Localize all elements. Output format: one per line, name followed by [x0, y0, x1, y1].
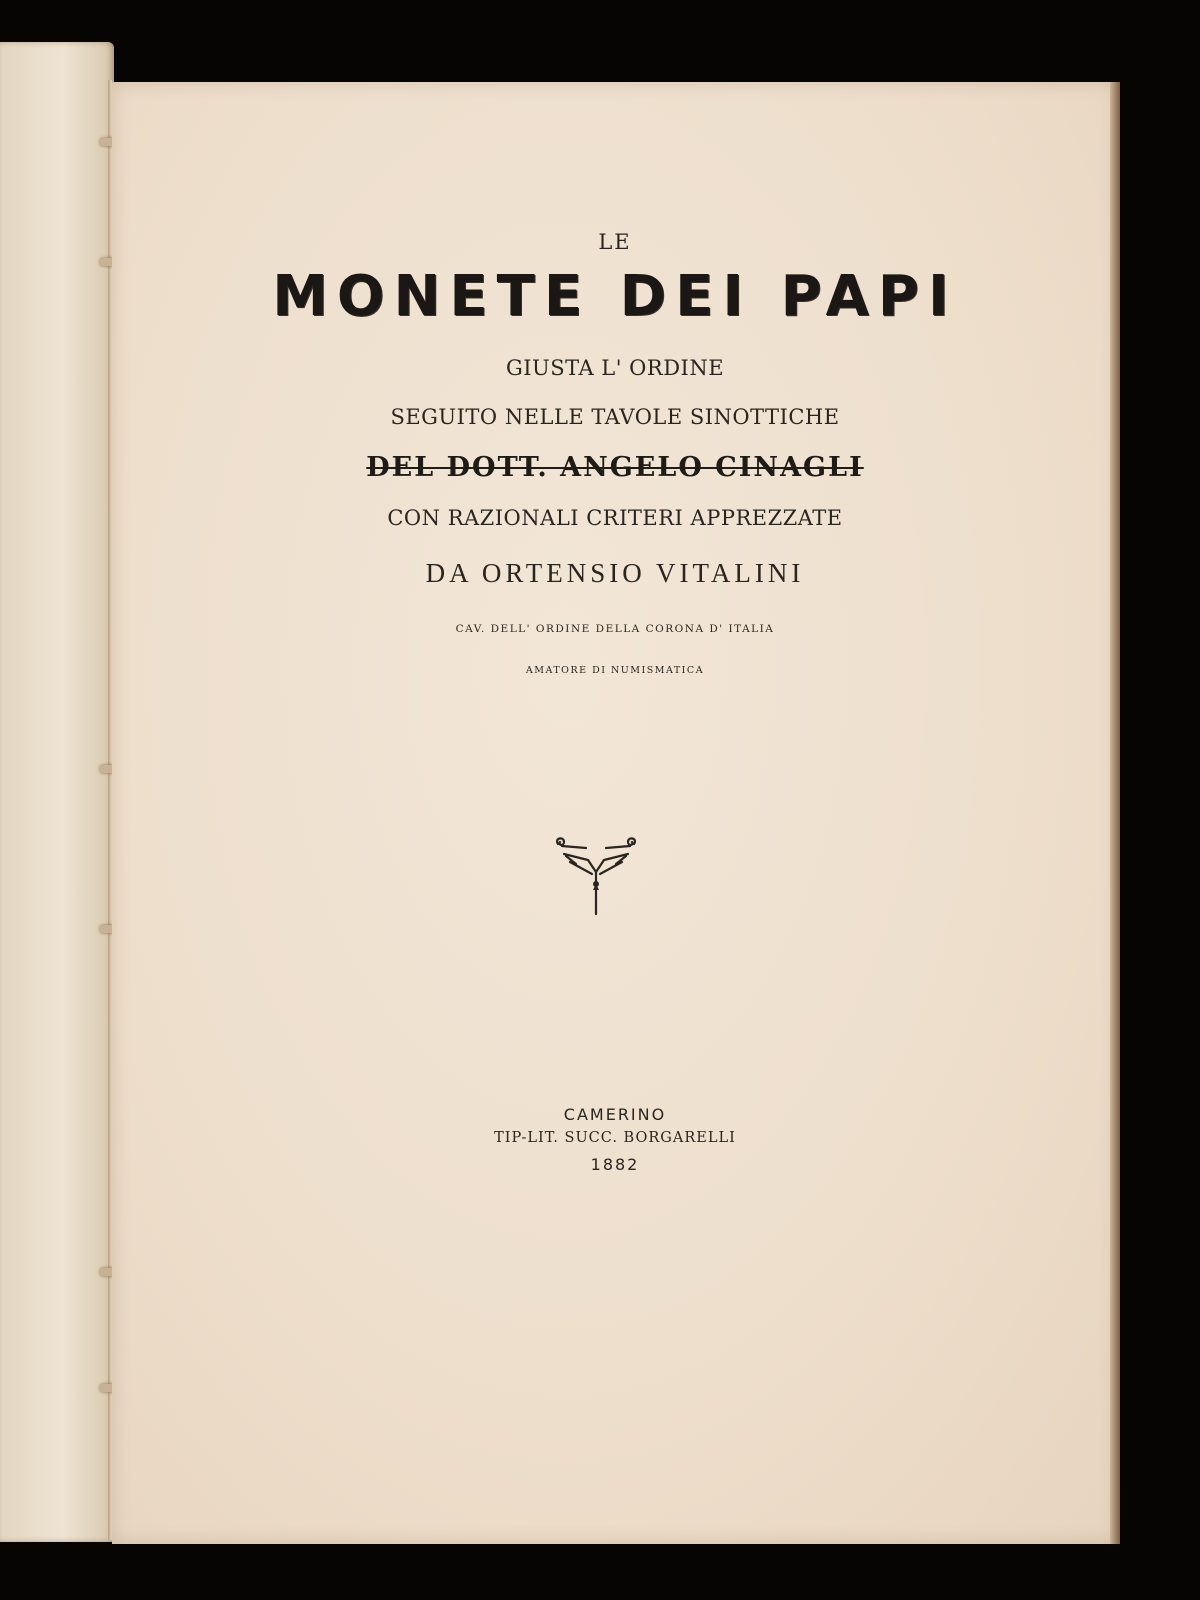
imprint-year: 1882 — [590, 1155, 640, 1174]
title-article: LE — [598, 230, 632, 254]
subtitle-line-2: SEGUITO NELLE TAVOLE SINOTTICHE — [390, 405, 840, 429]
left-page-leaf — [0, 42, 114, 1542]
subtitle-line-3: DEL DOTT. ANGELO CINAGLI — [366, 452, 864, 483]
subtitle-line-4: CON RAZIONALI CRITERI APPREZZATE — [387, 506, 843, 530]
author-role: AMATORE DI NUMISMATICA — [525, 665, 705, 676]
subtitle-line-1: GIUSTA L' ORDINE — [505, 356, 725, 380]
title-page — [112, 82, 1118, 1544]
author-line: DA ORTENSIO VITALINI — [425, 558, 805, 588]
imprint-printer: TIP-LIT. SUCC. BORGARELLI — [494, 1130, 736, 1146]
author-honor: CAV. DELL' ORDINE DELLA CORONA D' ITALIA — [455, 623, 775, 635]
imprint-city: CAMERINO — [563, 1105, 667, 1124]
book-title: MONETE DEI PAPI — [272, 264, 958, 329]
printers-ornament-icon — [552, 834, 640, 920]
page-edge — [1110, 82, 1120, 1544]
